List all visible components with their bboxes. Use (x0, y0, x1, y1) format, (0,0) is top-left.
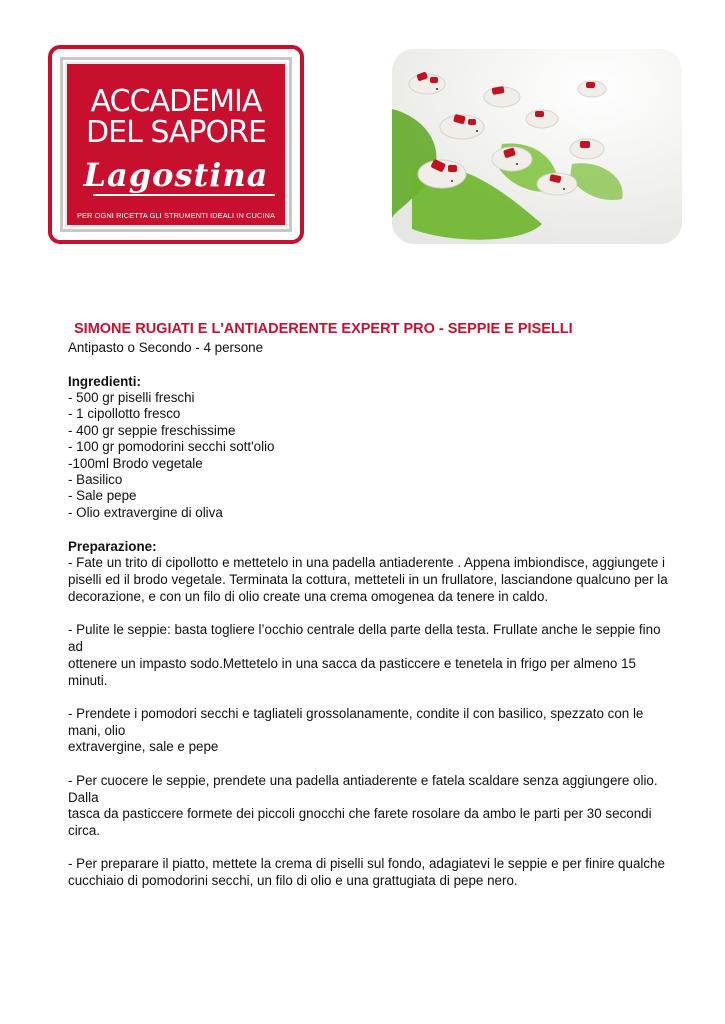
ingredient-item: - Basilico (68, 472, 123, 488)
pepper-speck (436, 88, 438, 90)
ingredients-heading: Ingredienti: (68, 374, 141, 389)
step-line: - Prendete i pomodori secchi e tagliateli grossolanamente, condite il con basilico, spezzato con le mani, olio (68, 705, 644, 738)
pepper-speck (516, 163, 518, 165)
tomato-piece (580, 141, 590, 148)
tomato-piece (448, 165, 457, 172)
logo-brand: Lagostina (83, 156, 269, 194)
preparation-step (68, 622, 668, 689)
logo-underline (93, 194, 275, 196)
dish-photo (392, 49, 682, 244)
preparation-step (68, 706, 668, 756)
pepper-speck (476, 130, 478, 132)
recipe (68, 319, 668, 890)
pepper-speck (563, 188, 565, 190)
dish-illustration (392, 49, 682, 244)
preparation-step (68, 856, 668, 890)
recipe-title: SIMONE RUGIATI E L'ANTIADERENTE EXPERT PRO - SEPPIE E PISELLI (74, 321, 573, 337)
step-line: extravergine, sale e pepe (68, 739, 219, 755)
logo (48, 45, 304, 244)
step-line: - Pulite le seppie: basta togliere l’occhio centrale della parte della testa. Frullate anche le seppie fino ad (68, 622, 661, 654)
ingredient-item: - 500 gr piselli freschi (68, 390, 195, 405)
preparation-heading: Preparazione: (68, 539, 157, 555)
step-line: piselli ed il brodo vegetale. Terminata la cottura, metteteli in un frullatore, lasciandone qualcuno per la (68, 572, 668, 588)
step-line: - Per preparare il piatto, mettete la crema di piselli sul fondo, adagiatevi le seppie e per finire qualche (68, 856, 665, 872)
ingredient-item: - Sale pepe (68, 488, 137, 504)
logo-panel (65, 62, 287, 227)
recipe-subtitle: Antipasto o Secondo - 4 persone (68, 340, 264, 355)
pepper-speck (451, 180, 453, 182)
step-line: decorazione, e con un filo di olio create una crema omogenea da tenere in caldo. (68, 588, 549, 604)
tomato-piece (430, 77, 438, 83)
step-line: tasca da pasticcere formete dei piccoli gnocchi che farete rosolare da ambo le parti per 30 secondi circa. (68, 806, 652, 839)
ingredient-item: - 1 cipollotto fresco (68, 406, 181, 422)
logo-line-1: ACCADEMIA (90, 84, 262, 119)
preparation-step (68, 555, 668, 605)
preparation-step (68, 773, 668, 840)
tomato-piece (586, 82, 595, 88)
step-line: cucchiaio di pomodorini secchi, un filo di olio e una grattugiata di pepe nero. (68, 873, 518, 889)
step-line: ottenere un impasto sodo.Mettetelo in una sacca da pasticcere e tenetela in frigo per almeno 15 minuti. (68, 655, 636, 688)
logo-tagline: PER OGNI RICETTA GLI STRUMENTI IDEALI IN CUCINA (77, 211, 275, 220)
step-line: - Per cuocere le seppie, prendete una padella antiaderente e fatela scaldare senza aggiungere olio. Dalla (68, 772, 658, 805)
tomato-piece (468, 119, 476, 125)
tomato-piece (535, 111, 544, 117)
step-line: - Fate un trito di cipollotto e mettetelo in una padella antiaderente . Appena imbiondisce, aggiungete i (68, 555, 666, 571)
ingredient-item: - Olio extravergine di oliva (68, 504, 223, 520)
logo-line-2: DEL SAPORE (86, 115, 266, 150)
ingredient-item: - 100 gr pomodorini secchi sott'olio (68, 439, 275, 455)
ingredients-list (68, 390, 668, 521)
ingredient-item: - 400 gr seppie freschissime (68, 422, 236, 438)
ingredient-item: -100ml Brodo vegetale (68, 455, 203, 471)
